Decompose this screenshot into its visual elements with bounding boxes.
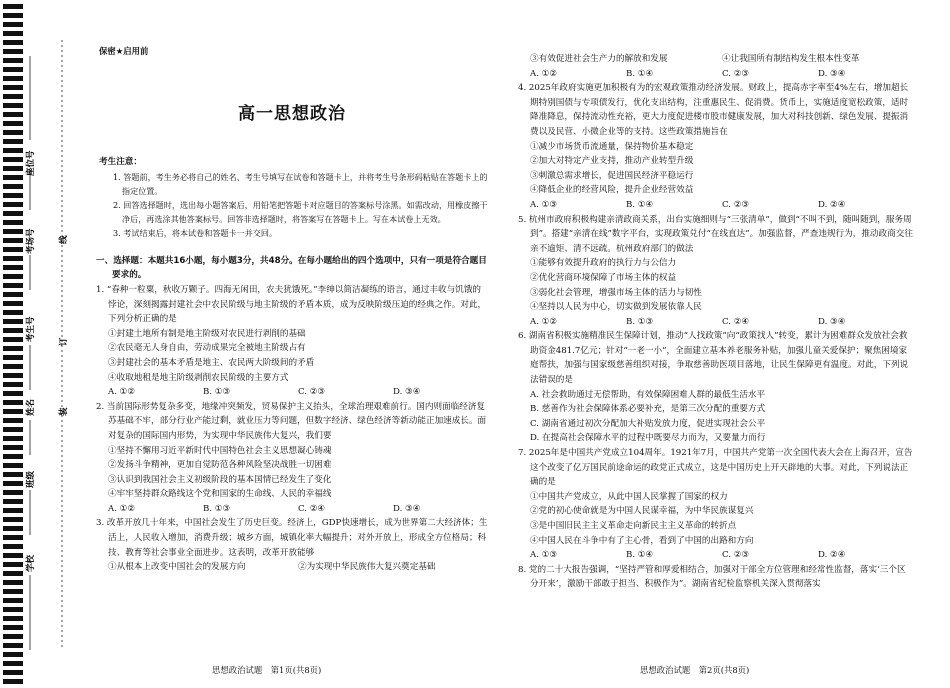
- binding-stripe: [3, 283, 23, 288]
- binding-stripe: [3, 67, 23, 72]
- notice-item: 2. 回答选择题时，选出每小题答案后，用铅笔把答题卡对应题目的答案标号涂黑。如需改动，用橡皮擦干净后，再选涂其他答案标号。回答非选择题时，将答案写在答题卡上。写在本试卷上无效。: [113, 199, 488, 224]
- binding-stripe: [3, 616, 23, 621]
- binding-stripe: [3, 571, 23, 576]
- choice-a: A. ①②: [530, 316, 558, 327]
- choice-d: D. ③④: [818, 316, 846, 327]
- choice-c: C. ②④: [722, 316, 750, 327]
- choice-c: C. ②④: [298, 503, 326, 514]
- confidential-mark: 保密★启用前: [99, 46, 149, 56]
- binding-stripe: [3, 157, 23, 162]
- binding-order-char: 订: [59, 337, 69, 346]
- section-title: 一、选择题：本题共16小题，每小题3分，共48分。在每小题给出的四个选项中，只有一项是符合题目要求的。: [96, 255, 487, 281]
- binding-stripe: [3, 436, 23, 441]
- question-5-stem: 5. 杭州市政府积极构建亲清政商关系，出台实施细则与“三张清单”，做到“不叫不到，随叫随到，服务周到”。搭建“亲清在线”数字平台，实现政策兑付“在线直达”。加强监督，严查违规行为，推动政商交往亲不逾矩、清不远疏。杭州政府部门的做法: [518, 214, 913, 254]
- question-option: ④收取地租是地主阶级剥削农民阶级的主要方式: [108, 372, 289, 383]
- binding-stripe: [3, 247, 23, 252]
- binding-stripe: [3, 292, 23, 297]
- choice-c: C. ②③: [298, 387, 326, 398]
- choice-d: D. ②④: [818, 550, 846, 561]
- binding-stripe: [3, 274, 23, 279]
- choice-d: D. ③④: [393, 503, 421, 514]
- binding-line-char: 线: [59, 235, 69, 244]
- binding-stripe: [3, 400, 23, 405]
- question-1-stem: 1. “春种一粒粟，秋收万颗子。四海无闲田，农夫犹饿死。”李绅以简洁凝练的语言，通过丰收与饥饿的悖论，深刻揭露封建社会中农民阶级与地主阶级的矛盾本质，成为反映阶级压迫的经典之作。对此，下列分析正确的是: [96, 284, 487, 325]
- choice-c: C. ②③: [722, 68, 750, 79]
- seat-label: 座位号: [26, 150, 36, 176]
- question-option: ④中国人民在斗争中有了主心骨，看到了中国的出路和方向: [530, 535, 754, 546]
- question-option: ②为实现中华民族伟大复兴奠定基础: [298, 562, 436, 573]
- binding-stripe: [3, 634, 23, 639]
- page-footer-left: 思想政治试题 第1页(共8页): [212, 665, 322, 675]
- binding-margin: [0, 0, 95, 688]
- question-option: ③是中国旧民主主义革命走向新民主主义革命的转折点: [530, 521, 737, 531]
- binding-stripe: [3, 85, 23, 90]
- binding-stripe: [3, 355, 23, 360]
- question-option: ④牢牢坚持群众路线这个党和国家的生命线、人民的幸福线: [108, 489, 332, 500]
- question-option: ③认识到我国社会主义初级阶段的基本国情已经发生了变化: [108, 474, 332, 485]
- question-3-options: [96, 560, 488, 575]
- notice-item: 3. 考试结束后，将本试卷和答题卡一并交回。: [113, 227, 278, 238]
- binding-stripe: [3, 508, 23, 513]
- question-option: ④降低企业的经营风险，提升企业经营效益: [530, 185, 694, 196]
- binding-stripe: [3, 103, 23, 108]
- binding-stripe: [3, 58, 23, 63]
- binding-stripe: [3, 319, 23, 324]
- choice-c: C. ②③: [722, 199, 750, 210]
- binding-stripe: [3, 4, 23, 9]
- binding-stripe: [3, 490, 23, 495]
- binding-stripe: [3, 364, 23, 369]
- question-4-choices: [518, 198, 914, 213]
- binding-stripe: [3, 40, 23, 45]
- question-option: ①能够有效提升政府的执行力与公信力: [530, 258, 677, 269]
- name-label: 姓名: [26, 398, 36, 416]
- binding-stripe: [3, 598, 23, 603]
- question-6-stem: 6. 湖南省积极实施精准民生保障计划，推动“人找政策”向“政策找人”转变，累计为困难群众发放社会救助资金481.7亿元；针对“一老一小”，全面建立基本养老服务补贴，加强儿童关爱保护；聚焦困境家庭帮扶，加强与国家级慈善组织对接，争取慈善助医项目落地，让民生保障更有温度。对此，下列说法错误的是: [518, 331, 909, 386]
- binding-stripe: [3, 301, 23, 306]
- binding-stripe: [3, 202, 23, 207]
- binding-stripe: [3, 481, 23, 486]
- binding-stripe: [3, 175, 23, 180]
- binding-stripe: [3, 472, 23, 477]
- binding-stripe: [3, 310, 23, 315]
- binding-stripe: [3, 337, 23, 342]
- binding-stripe: [3, 589, 23, 594]
- question-3-choices: [518, 67, 914, 82]
- binding-stripe: [3, 499, 23, 504]
- binding-stripe: [3, 382, 23, 387]
- binding-stripe: [3, 535, 23, 540]
- binding-stripe: [3, 562, 23, 567]
- question-option: ④坚持以人民为中心，切实做到发展依靠人民: [530, 302, 702, 313]
- question-2-choices: [96, 502, 488, 517]
- binding-stripe: [3, 454, 23, 459]
- binding-stripe: [3, 670, 23, 675]
- right-page: [518, 52, 914, 592]
- binding-stripe: [3, 373, 23, 378]
- binding-stripe: [3, 391, 23, 396]
- binding-stripe: [3, 346, 23, 351]
- question-option: B. 慈善作为社会保障体系必要补充，是第三次分配的重要方式: [530, 404, 766, 415]
- question-2-stem: 2. 当前国际形势复杂多变，地缘冲突频发，贸易保护主义抬头，全球治理艰难前行。国内则面临经济复苏基础不牢，部分行业产能过剩，就业压力等问题，但数字经济、绿色经济等新动能正加速成长。面对复杂的国际国内形势，为实现中华民族伟大复兴，我们要: [96, 401, 487, 441]
- question-1-choices: [96, 385, 488, 400]
- binding-stripe: [3, 112, 23, 117]
- binding-stripe: [3, 265, 23, 270]
- exam-room-label: 考场号: [26, 228, 36, 254]
- choice-d: D. ③④: [393, 387, 421, 398]
- choice-a: A. ①③: [530, 199, 558, 210]
- question-option: ②优化营商环境保障了市场主体的权益: [530, 272, 677, 283]
- class-label: 班级: [26, 470, 36, 488]
- binding-stripe: [3, 166, 23, 171]
- question-option: ③封建社会的基本矛盾是地主、农民两大阶级间的矛盾: [108, 357, 315, 368]
- question-option: ③有效促进社会生产力的解放和发展: [530, 54, 668, 64]
- question-3-stem: 3. 改革开放几十年来，中国社会发生了历史巨变。经济上，GDP快速增长，成为世界第二大经济体；生活上，人民收入增加，消费升级；城乡方面，城镇化率大幅提升；对外开放上，形成全方位格局；科技、教育等社会事业全面进步。这表明，改革开放能够: [96, 518, 488, 558]
- choice-c: C. ②③: [722, 550, 750, 561]
- choice-d: D. ②④: [818, 199, 846, 210]
- question-option: ②加大对特定产业支持，推动产业转型升级: [530, 156, 694, 167]
- binding-stripe: [3, 427, 23, 432]
- binding-stripe: [3, 238, 23, 243]
- choice-a: A. ①②: [530, 68, 558, 79]
- choice-d: D. ③④: [818, 68, 846, 79]
- binding-stripe: [3, 256, 23, 261]
- question-7-choices: [518, 548, 914, 563]
- question-option: ②党的初心使命就是为中国人民谋幸福，为中华民族谋复兴: [530, 506, 754, 517]
- binding-stripe: [3, 679, 23, 684]
- exam-title: 高一思想政治: [238, 103, 346, 124]
- choice-a: A. ①③: [530, 550, 558, 561]
- choice-a: A. ①②: [108, 387, 136, 398]
- question-option: ①坚持不懈用习近平新时代中国特色社会主义思想凝心铸魂: [108, 445, 332, 456]
- binding-stripe: [3, 625, 23, 630]
- binding-stripe: [3, 544, 23, 549]
- choice-b: B. ①③: [203, 387, 231, 398]
- question-option: ①从根本上改变中国社会的发展方向: [108, 562, 246, 573]
- binding-stripe: [3, 139, 23, 144]
- page-footer-right: 思想政治试题 第2页(共8页): [640, 665, 750, 675]
- binding-stripe: [3, 418, 23, 423]
- binding-stripe: [3, 553, 23, 558]
- question-4-stem: 4. 2025年政府实施更加积极有为的宏观政策推动经济发展。财政上，提高赤字率至4%左右，增加超长期特别国债与专项债发行，优化支出结构，注重惠民生、促消费。货币上，实施适度宽松政策，适时降准降息，保持流动性充裕，更大力度促进楼市股市健康发展，加大对科技创新、绿色发展、提振消费以及民营、小微企业等的支持。这些政策措施旨在: [518, 83, 909, 137]
- question-8-stem: 8. 党的二十大报告强调，“坚持严管和厚爱相结合，加强对干部全方位管理和经常性监督，落实‘三个区分开来’，激励干部敢于担当、积极作为”。湖南省纪检监察机关深入贯彻落实: [518, 564, 906, 590]
- binding-stripe: [3, 76, 23, 81]
- question-option: ③弱化社会管理，增强市场主体的活力与韧性: [530, 287, 702, 298]
- notice-item: 1. 答题前，考生务必将自己的姓名、考生号填写在试卷和答题卡上，并将考生号条形码粘贴在答题卡上的指定位置。: [113, 171, 488, 196]
- binding-stripe: [3, 661, 23, 666]
- choice-b: B. ①④: [626, 68, 654, 79]
- choice-a: A. ①②: [108, 503, 136, 514]
- binding-stripe: [3, 652, 23, 657]
- question-option: ①封建土地所有制是地主阶级对农民进行剥削的基础: [108, 328, 306, 339]
- binding-stripe: [3, 211, 23, 216]
- school-label: 学校: [26, 554, 36, 572]
- binding-stripe: [3, 526, 23, 531]
- question-option: ①中国共产党成立，从此中国人民掌握了国家的权力: [530, 491, 728, 502]
- binding-stripe: [3, 49, 23, 54]
- binding-stripe: [3, 184, 23, 189]
- binding-stripe: [3, 643, 23, 648]
- binding-stripe: [3, 229, 23, 234]
- binding-stripe: [3, 193, 23, 198]
- binding-stripe: [3, 148, 23, 153]
- question-option: ④让我国所有制结构发生根本性变革: [722, 54, 860, 64]
- question-option: ③刺激总需求增长，促进国民经济平稳运行: [530, 170, 694, 181]
- question-option: ②农民毫无人身自由，劳动成果完全被地主阶级占有: [108, 343, 306, 354]
- question-7-stem: 7. 2025年是中国共产党成立104周年。1921年7月，中国共产党第一次全国代表大会在上海召开，宣告这个改变了亿万国民前途命运的政党正式成立，这是中国历史上开天辟地的大事。对此，下列说法正确的是: [518, 448, 913, 488]
- question-option: C. 湖南省通过初次分配加大补贴发放力度，促进实现社会公平: [530, 418, 766, 429]
- binding-stripe: [3, 409, 23, 414]
- binding-stripe: [3, 31, 23, 36]
- choice-b: B. ①④: [626, 550, 654, 561]
- binding-stripe: [3, 121, 23, 126]
- question-5-choices: [518, 315, 914, 330]
- notice-title: 考生注意：: [99, 157, 142, 168]
- question-option: ①减少市场货币流通量，保持物价基本稳定: [530, 141, 694, 152]
- question-option: ②发扬斗争精神，更加自觉防范各种风险坚决战胜一切困难: [108, 460, 332, 471]
- question-3-options-cont: [518, 52, 914, 67]
- binding-stripe: [3, 130, 23, 135]
- exam-number-label: 考生号: [26, 316, 36, 342]
- binding-stripe: [3, 94, 23, 99]
- binding-stripe: [3, 220, 23, 225]
- question-option: D. 在提高社会保障水平的过程中既要尽力而为，又要量力而行: [530, 433, 766, 444]
- binding-stripe: [3, 580, 23, 585]
- binding-stripe: [3, 517, 23, 522]
- choice-b: B. ①④: [626, 199, 654, 210]
- binding-stripe: [3, 445, 23, 450]
- question-option: A. 社会救助通过无偿帮助，有效保障困难人群的最低生活水平: [530, 389, 766, 400]
- choice-b: B. ①③: [203, 503, 231, 514]
- binding-stripe: [3, 463, 23, 468]
- binding-stripe: [3, 607, 23, 612]
- binding-bind-char: 装: [59, 407, 69, 416]
- left-page: [96, 44, 488, 575]
- binding-stripe: [3, 13, 23, 18]
- binding-stripe: [3, 328, 23, 333]
- choice-b: B. ①③: [626, 316, 654, 327]
- binding-stripe: [3, 22, 23, 27]
- binding-stripes: [3, 4, 23, 684]
